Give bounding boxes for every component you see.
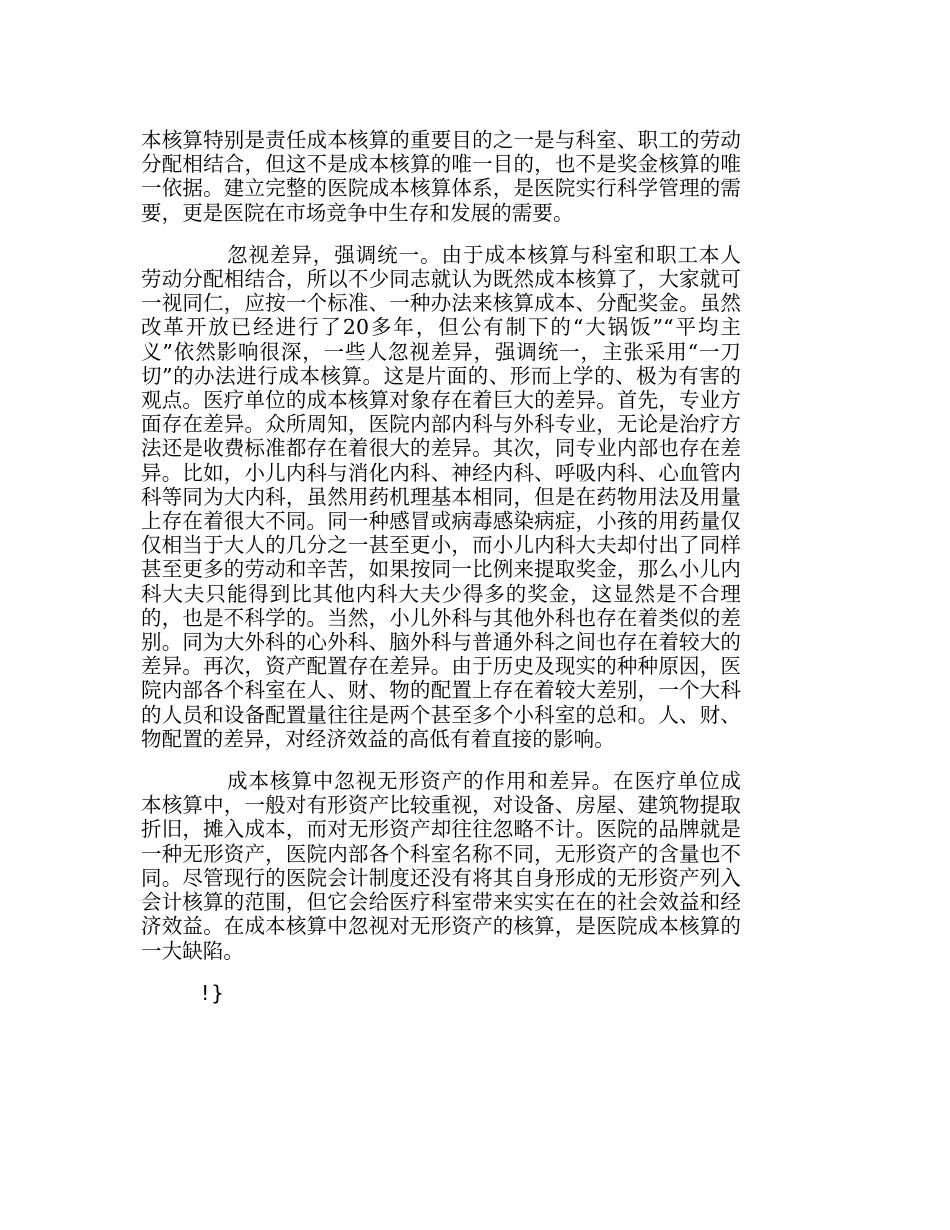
- trailing-symbols: !}: [199, 980, 224, 1005]
- document-page: [141, 128, 741, 1005]
- paragraph-cost-accounting-purpose: 本核算特别是责任成本核算的重要目的之一是与科室、职工的劳动分配相结合，但这不是成本核算的唯一目的，也不是奖金核算的唯一依据。建立完整的医院成本核算体系，是医院实行科学管理的需要，更是医院在市场竞争中生存和发展的需要。: [141, 128, 741, 225]
- paragraph-intangible-assets: 成本核算中忽视无形资产的作用和差异。在医疗单位成本核算中，一般对有形资产比较重视，对设备、房屋、建筑物提取折旧，摊入成本，而对无形资产却往往忽略不计。医院的品牌就是一种无形资产，医院内部各个科室名称不同，无形资产的含量也不同。尽管现行的医院会计制度还没有将其自身形成的无形资产列入会计核算的范围，但它会给医疗科室带来实实在在的社会效益和经济效益。在成本核算中忽视对无形资产的核算，是医院成本核算的一大缺陷。: [141, 769, 741, 963]
- paragraph-ignoring-differences: 忽视差异，强调统一。由于成本核算与科室和职工本人劳动分配相结合，所以不少同志就认为既然成本核算了，大家就可一视同仁，应按一个标准、一种办法来核算成本、分配奖金。虽然改革开放已经进行了20多年，但公有制下的“大锅饭”“平均主义”依然影响很深，一些人忽视差异，强调统一，主张采用“一刀切”的办法进行成本核算。这是片面的、形而上学的、极为有害的观点。医疗单位的成本核算对象存在着巨大的差异。首先，专业方面存在差异。众所周知，医院内部内科与外科专业，无论是治疗方法还是收费标准都存在着很大的差异。其次，同专业内部也存在差异。比如，小儿内科与消化内科、神经内科、呼吸内科、心血管内科等同为大内科，虽然用药机理基本相同，但是在药物用法及用量上存在着很大不同。同一种感冒或病毒感染病症，小孩的用药量仅仅相当于大人的几分之一甚至更小，而小儿内科大夫却付出了同样甚至更多的劳动和辛苦，如果按同一比例来提取奖金，那么小儿内科大夫只能得到比其他内科大夫少得多的奖金，这显然是不合理的，也是不科学的。当然，小儿外科与其他外科也存在着类似的差别。同为大外科的心外科、脑外科与普通外科之间也存在着较大的差异。再次，资产配置存在差异。由于历史及现实的种种原因，医院内部各个科室在人、财、物的配置上存在着较大差别，一个大科的人员和设备配置量往往是两个甚至多个小科室的总和。人、财、物配置的差异，对经济效益的高低有着直接的影响。: [141, 242, 741, 751]
